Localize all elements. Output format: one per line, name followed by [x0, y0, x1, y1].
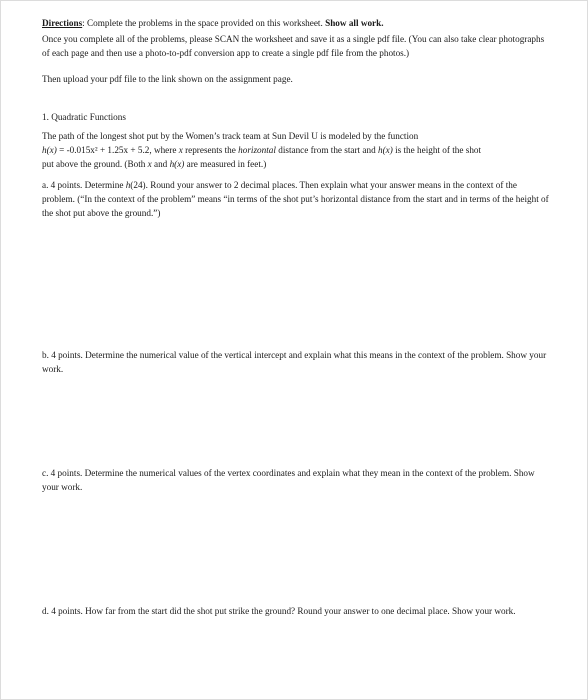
question-b-text: b. 4 points. Determine the numerical value of the vertical intercept and explain what this means in the context of the problem. Show your work. — [42, 350, 547, 374]
eq-end: is the height of the shot — [392, 145, 482, 155]
section-title — [42, 110, 552, 124]
intro-line-1: The path of the longest shot put by the Women’s track team at Sun Devil U is modeled by the function — [42, 131, 419, 141]
eq-hx: h(x) — [42, 145, 57, 155]
eq-hx2: h(x) — [377, 145, 393, 155]
show-all-work: Show all work. — [325, 18, 384, 28]
upload-instructions — [42, 72, 552, 86]
upload-instructions-text: Then upload your pdf file to the link shown on the assignment page. — [42, 74, 293, 84]
directions — [42, 16, 552, 30]
question-d-text: d. 4 points. How far from the start did the shot put strike the ground? Round your answer to one decimal place. Show your work. — [42, 606, 516, 616]
question-a-body: (24). Round your answer to 2 decimal places. Then explain what your answer means in the context of the problem. (“In the context of the problem” means “in terms of the shot put’s horizontal distance from the start and in terms of the height of the shot put above the ground.”) — [42, 180, 549, 218]
line3-end: are measured in feet.) — [184, 159, 267, 169]
eq-rep: represents the — [182, 145, 239, 155]
intro-line-2 — [42, 143, 552, 157]
intro-line-3 — [42, 157, 552, 171]
question-d — [42, 604, 552, 618]
scan-instructions — [42, 32, 552, 60]
directions-text: Complete the problems in the space provided on this worksheet. — [84, 18, 326, 28]
scan-instructions-text: Once you complete all of the problems, please SCAN the worksheet and save it as a single pdf file. (You can also take clear photographs of each page and then use a photo-to-pdf conversion app to create a single pdf file from the photos.) — [42, 34, 545, 58]
question-a — [42, 178, 552, 220]
eq-rest: distance from the start and — [275, 145, 378, 155]
problem-intro — [42, 129, 552, 171]
question-a-h: h — [125, 180, 131, 190]
question-a-prefix: a. 4 points. Determine — [42, 180, 126, 190]
directions-colon: : — [82, 18, 85, 28]
question-c — [42, 466, 552, 494]
question-b — [42, 348, 552, 376]
eq-x: x — [178, 145, 183, 155]
line3-a: put above the ground. (Both — [42, 159, 148, 169]
section-title-text: 1. Quadratic Functions — [42, 112, 126, 122]
line3-x: x — [147, 159, 152, 169]
question-a-text — [42, 178, 552, 220]
line3-hx: h(x) — [169, 159, 185, 169]
directions-label: Directions — [42, 18, 83, 28]
question-c-text: c. 4 points. Determine the numerical values of the vertex coordinates and explain what they mean in the context of the problem. Show your work. — [42, 468, 535, 492]
line3-and: and — [151, 159, 170, 169]
eq-horizontal: horizontal — [238, 145, 276, 155]
eq-body: = -0.015x² + 1.25x + 5.2, where — [56, 145, 179, 155]
